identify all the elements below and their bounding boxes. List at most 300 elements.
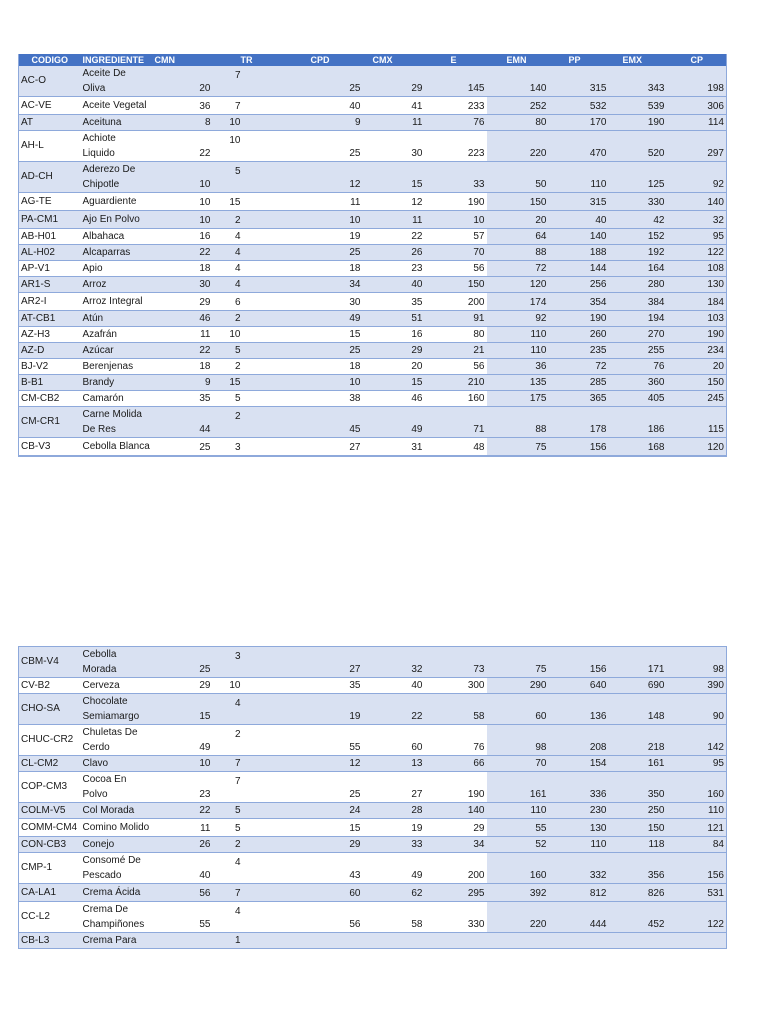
table-row: [19, 115, 727, 131]
cell-ingrediente: Arroz: [81, 277, 153, 293]
cell-ingrediente: Aceite Vegetal: [81, 97, 153, 115]
cell-tr: 5: [213, 343, 301, 359]
cell-cp: 115: [667, 407, 727, 438]
cell-codigo: CM-CB2: [19, 391, 81, 407]
cell-cpd: [301, 933, 363, 949]
cell-ingrediente: Conejo: [81, 837, 153, 853]
cell-cmx: 23: [363, 261, 425, 277]
cell-cmx: 22: [363, 229, 425, 245]
cell-ingrediente: Berenjenas: [81, 359, 153, 375]
table-row: [19, 884, 727, 902]
cell-pp: 188: [549, 245, 609, 261]
cell-ingrediente: Comino Molido: [81, 819, 153, 837]
cell-codigo: AT-CB1: [19, 311, 81, 327]
table-row: [19, 407, 727, 438]
cell-emx: 42: [609, 211, 667, 229]
cell-e: 300: [425, 678, 487, 694]
cell-ingrediente: Chuletas De Cerdo: [81, 725, 153, 756]
cell-ingrediente: Arroz Integral: [81, 293, 153, 311]
cell-cp: 142: [667, 725, 727, 756]
cell-emn: 98: [487, 725, 549, 756]
cell-tr: 4: [213, 902, 301, 933]
cell-e: 21: [425, 343, 487, 359]
cell-cmx: 35: [363, 293, 425, 311]
col-header-emn: EMN: [487, 54, 549, 66]
cell-e: 70: [425, 245, 487, 261]
cell-emn: 60: [487, 694, 549, 725]
table-row: [19, 438, 727, 457]
table-row: [19, 162, 727, 193]
cell-pp: [549, 933, 609, 949]
cell-cmx: 33: [363, 837, 425, 853]
cell-cmx: 32: [363, 647, 425, 678]
cell-codigo: CHUC-CR2: [19, 725, 81, 756]
cell-tr: 10: [213, 115, 301, 131]
cell-codigo: CC-L2: [19, 902, 81, 933]
cell-cp: 160: [667, 772, 727, 803]
cell-cpd: 15: [301, 819, 363, 837]
cell-cpd: 19: [301, 229, 363, 245]
cell-tr: 4: [213, 261, 301, 277]
cell-cmn: 44: [153, 407, 213, 438]
cell-cp: 245: [667, 391, 727, 407]
cell-tr: 10: [213, 327, 301, 343]
cell-ingrediente: Crema Para: [81, 933, 153, 949]
cell-cmn: 49: [153, 725, 213, 756]
cell-e: 48: [425, 438, 487, 457]
cell-emn: 92: [487, 311, 549, 327]
cell-emn: 220: [487, 902, 549, 933]
cell-cp: 130: [667, 277, 727, 293]
cell-cmx: 22: [363, 694, 425, 725]
ingredients-table-2: [18, 646, 727, 949]
cell-cpd: 40: [301, 97, 363, 115]
table-row: [19, 694, 727, 725]
cell-tr: 10: [213, 131, 301, 162]
cell-cmn: 22: [153, 343, 213, 359]
cell-cmx: 26: [363, 245, 425, 261]
cell-cmn: 22: [153, 803, 213, 819]
cell-tr: 4: [213, 229, 301, 245]
cell-ingrediente: Camarón: [81, 391, 153, 407]
cell-ingrediente: Cerveza: [81, 678, 153, 694]
cell-emn: 150: [487, 193, 549, 211]
cell-cpd: 25: [301, 131, 363, 162]
cell-cp: 90: [667, 694, 727, 725]
cell-cp: 84: [667, 837, 727, 853]
table-row: [19, 311, 727, 327]
cell-emx: 539: [609, 97, 667, 115]
col-header-ingrediente: INGREDIENTE: [81, 54, 153, 66]
cell-tr: 15: [213, 375, 301, 391]
cell-cmx: 16: [363, 327, 425, 343]
table-row: [19, 245, 727, 261]
cell-codigo: B-B1: [19, 375, 81, 391]
cell-cmn: 29: [153, 678, 213, 694]
cell-emn: 175: [487, 391, 549, 407]
cell-codigo: CBM-V4: [19, 647, 81, 678]
cell-cmx: 20: [363, 359, 425, 375]
cell-codigo: BJ-V2: [19, 359, 81, 375]
cell-pp: 130: [549, 819, 609, 837]
cell-emn: 50: [487, 162, 549, 193]
cell-emx: 192: [609, 245, 667, 261]
cell-codigo: CV-B2: [19, 678, 81, 694]
cell-cmn: 10: [153, 211, 213, 229]
cell-cmx: 41: [363, 97, 425, 115]
cell-codigo: CB-V3: [19, 438, 81, 457]
table-row: [19, 853, 727, 884]
cell-emx: 148: [609, 694, 667, 725]
col-header-pp: PP: [549, 54, 609, 66]
cell-ingrediente: Crema De Champiñones: [81, 902, 153, 933]
cell-cmx: 31: [363, 438, 425, 457]
cell-tr: 2: [213, 837, 301, 853]
cell-cpd: 45: [301, 407, 363, 438]
cell-ingrediente: Aceituna: [81, 115, 153, 131]
cell-cpd: 10: [301, 375, 363, 391]
cell-tr: 7: [213, 884, 301, 902]
table-row: [19, 327, 727, 343]
cell-cmn: 11: [153, 819, 213, 837]
table-row: [19, 803, 727, 819]
cell-pp: 72: [549, 359, 609, 375]
cell-cmn: 18: [153, 261, 213, 277]
cell-ingrediente: Aceite De Oliva: [81, 66, 153, 97]
table-row: [19, 933, 727, 949]
cell-ingrediente: Azafrán: [81, 327, 153, 343]
cell-cmx: 40: [363, 277, 425, 293]
cell-cp: 198: [667, 66, 727, 97]
cell-emn: [487, 933, 549, 949]
cell-emn: 290: [487, 678, 549, 694]
cell-emx: 330: [609, 193, 667, 211]
cell-emx: 152: [609, 229, 667, 245]
cell-emx: 826: [609, 884, 667, 902]
cell-cpd: 24: [301, 803, 363, 819]
cell-codigo: CM-CR1: [19, 407, 81, 438]
col-header-tr: TR: [213, 54, 301, 66]
cell-emn: 88: [487, 407, 549, 438]
cell-pp: 110: [549, 837, 609, 853]
cell-ingrediente: Clavo: [81, 756, 153, 772]
cell-cp: 114: [667, 115, 727, 131]
cell-codigo: AG-TE: [19, 193, 81, 211]
table-body-2: [19, 647, 727, 949]
cell-tr: 3: [213, 438, 301, 457]
cell-cp: 234: [667, 343, 727, 359]
cell-codigo: COMM-CM4: [19, 819, 81, 837]
cell-pp: 190: [549, 311, 609, 327]
cell-tr: 2: [213, 211, 301, 229]
table-row: [19, 756, 727, 772]
table-row: [19, 229, 727, 245]
cell-emn: 120: [487, 277, 549, 293]
cell-cmx: 12: [363, 193, 425, 211]
cell-pp: 110: [549, 162, 609, 193]
cell-cmn: 20: [153, 66, 213, 97]
cell-codigo: AR1-S: [19, 277, 81, 293]
cell-codigo: COLM-V5: [19, 803, 81, 819]
table-row: [19, 66, 727, 97]
cell-cmn: 25: [153, 647, 213, 678]
cell-cpd: 25: [301, 772, 363, 803]
cell-cp: 184: [667, 293, 727, 311]
cell-emn: 220: [487, 131, 549, 162]
cell-ingrediente: Carne Molida De Res: [81, 407, 153, 438]
table-row: [19, 678, 727, 694]
cell-e: 58: [425, 694, 487, 725]
cell-e: 91: [425, 311, 487, 327]
cell-cmx: 28: [363, 803, 425, 819]
cell-codigo: AL-H02: [19, 245, 81, 261]
cell-cp: 95: [667, 229, 727, 245]
cell-ingrediente: Brandy: [81, 375, 153, 391]
cell-e: 150: [425, 277, 487, 293]
cell-cp: 150: [667, 375, 727, 391]
cell-cmx: 30: [363, 131, 425, 162]
col-header-cmx: CMX: [363, 54, 425, 66]
cell-codigo: AT: [19, 115, 81, 131]
cell-pp: 256: [549, 277, 609, 293]
cell-cmx: 15: [363, 162, 425, 193]
cell-tr: 7: [213, 97, 301, 115]
table-body-1: [19, 66, 727, 456]
cell-codigo: AB-H01: [19, 229, 81, 245]
cell-cmx: 11: [363, 115, 425, 131]
cell-e: [425, 933, 487, 949]
cell-emn: 36: [487, 359, 549, 375]
cell-codigo: COP-CM3: [19, 772, 81, 803]
cell-emn: 75: [487, 647, 549, 678]
cell-e: 76: [425, 115, 487, 131]
cell-ingrediente: Azúcar: [81, 343, 153, 359]
cell-emx: 161: [609, 756, 667, 772]
cell-e: 76: [425, 725, 487, 756]
cell-ingrediente: Atún: [81, 311, 153, 327]
cell-ingrediente: Albahaca: [81, 229, 153, 245]
cell-emn: 252: [487, 97, 549, 115]
cell-cmn: 36: [153, 97, 213, 115]
cell-e: 73: [425, 647, 487, 678]
cell-cp: 110: [667, 803, 727, 819]
cell-e: 80: [425, 327, 487, 343]
cell-cmx: 51: [363, 311, 425, 327]
cell-cmx: 62: [363, 884, 425, 902]
cell-tr: 5: [213, 162, 301, 193]
cell-emn: 64: [487, 229, 549, 245]
cell-cmn: 22: [153, 245, 213, 261]
cell-cpd: 60: [301, 884, 363, 902]
cell-emn: 110: [487, 343, 549, 359]
cell-emx: [609, 933, 667, 949]
cell-tr: 4: [213, 277, 301, 293]
cell-ingrediente: Cebolla Blanca: [81, 438, 153, 457]
cell-cmn: [153, 933, 213, 949]
cell-pp: 235: [549, 343, 609, 359]
cell-cpd: 43: [301, 853, 363, 884]
cell-codigo: AP-V1: [19, 261, 81, 277]
cell-cmx: 58: [363, 902, 425, 933]
cell-cp: [667, 933, 727, 949]
cell-e: 200: [425, 853, 487, 884]
cell-tr: 7: [213, 772, 301, 803]
cell-e: 29: [425, 819, 487, 837]
cell-e: 330: [425, 902, 487, 933]
cell-cp: 390: [667, 678, 727, 694]
cell-cmx: 46: [363, 391, 425, 407]
cell-cp: 156: [667, 853, 727, 884]
cell-emn: 72: [487, 261, 549, 277]
cell-pp: 315: [549, 66, 609, 97]
cell-cp: 92: [667, 162, 727, 193]
cell-tr: 2: [213, 311, 301, 327]
cell-cpd: 38: [301, 391, 363, 407]
cell-emx: 194: [609, 311, 667, 327]
table-row: [19, 131, 727, 162]
cell-pp: 170: [549, 115, 609, 131]
cell-pp: 444: [549, 902, 609, 933]
cell-ingrediente: Aderezo De Chipotle: [81, 162, 153, 193]
cell-cmx: 29: [363, 66, 425, 97]
cell-emx: 270: [609, 327, 667, 343]
cell-cmn: 35: [153, 391, 213, 407]
cell-cp: 297: [667, 131, 727, 162]
cell-emn: 135: [487, 375, 549, 391]
cell-cpd: 10: [301, 211, 363, 229]
cell-cpd: 12: [301, 162, 363, 193]
cell-cmn: 25: [153, 438, 213, 457]
cell-codigo: AZ-H3: [19, 327, 81, 343]
cell-cpd: 18: [301, 359, 363, 375]
cell-pp: 230: [549, 803, 609, 819]
table-row: [19, 902, 727, 933]
cell-emx: 150: [609, 819, 667, 837]
cell-e: 10: [425, 211, 487, 229]
cell-pp: 332: [549, 853, 609, 884]
table-row: [19, 647, 727, 678]
cell-pp: 208: [549, 725, 609, 756]
cell-e: 190: [425, 772, 487, 803]
table-row: [19, 837, 727, 853]
cell-e: 145: [425, 66, 487, 97]
cell-cmx: 49: [363, 407, 425, 438]
cell-cpd: 27: [301, 438, 363, 457]
cell-tr: 4: [213, 853, 301, 884]
cell-cp: 140: [667, 193, 727, 211]
cell-emx: 118: [609, 837, 667, 853]
cell-cmn: 16: [153, 229, 213, 245]
cell-cmn: 11: [153, 327, 213, 343]
cell-emn: 75: [487, 438, 549, 457]
cell-cpd: 27: [301, 647, 363, 678]
cell-emx: 520: [609, 131, 667, 162]
cell-emn: 55: [487, 819, 549, 837]
cell-pp: 315: [549, 193, 609, 211]
cell-cmx: 60: [363, 725, 425, 756]
cell-e: 223: [425, 131, 487, 162]
col-header-cpd: CPD: [301, 54, 363, 66]
cell-pp: 640: [549, 678, 609, 694]
col-header-e: E: [425, 54, 487, 66]
table-row: [19, 211, 727, 229]
cell-e: 140: [425, 803, 487, 819]
cell-cmn: 10: [153, 756, 213, 772]
cell-cmn: 10: [153, 162, 213, 193]
cell-emn: 140: [487, 66, 549, 97]
cell-tr: 4: [213, 694, 301, 725]
col-header-codigo: CODIGO: [19, 54, 81, 66]
cell-emn: 52: [487, 837, 549, 853]
cell-e: 34: [425, 837, 487, 853]
cell-pp: 144: [549, 261, 609, 277]
cell-ingrediente: Col Morada: [81, 803, 153, 819]
cell-cpd: 18: [301, 261, 363, 277]
cell-cp: 306: [667, 97, 727, 115]
table-row: [19, 391, 727, 407]
cell-cmn: 8: [153, 115, 213, 131]
cell-pp: 40: [549, 211, 609, 229]
cell-cp: 122: [667, 902, 727, 933]
cell-cpd: 34: [301, 277, 363, 293]
cell-emx: 343: [609, 66, 667, 97]
cell-cpd: 12: [301, 756, 363, 772]
table-row: [19, 261, 727, 277]
cell-cmn: 15: [153, 694, 213, 725]
cell-ingrediente: Ajo En Polvo: [81, 211, 153, 229]
cell-cpd: 49: [301, 311, 363, 327]
cell-tr: 3: [213, 647, 301, 678]
cell-ingrediente: Aguardiente: [81, 193, 153, 211]
table-row: [19, 772, 727, 803]
cell-tr: 7: [213, 66, 301, 97]
cell-cpd: 9: [301, 115, 363, 131]
cell-cp: 32: [667, 211, 727, 229]
cell-pp: 156: [549, 647, 609, 678]
cell-codigo: CMP-1: [19, 853, 81, 884]
cell-tr: 4: [213, 245, 301, 261]
cell-cpd: 30: [301, 293, 363, 311]
cell-codigo: AC-VE: [19, 97, 81, 115]
cell-cp: 103: [667, 311, 727, 327]
cell-cpd: 15: [301, 327, 363, 343]
cell-emx: 356: [609, 853, 667, 884]
cell-codigo: AH-L: [19, 131, 81, 162]
cell-cpd: 29: [301, 837, 363, 853]
cell-emx: 250: [609, 803, 667, 819]
cell-cpd: 19: [301, 694, 363, 725]
table-row: [19, 819, 727, 837]
cell-emn: 392: [487, 884, 549, 902]
cell-codigo: AZ-D: [19, 343, 81, 359]
cell-cp: 120: [667, 438, 727, 457]
cell-cp: 20: [667, 359, 727, 375]
cell-codigo: CB-L3: [19, 933, 81, 949]
cell-codigo: AD-CH: [19, 162, 81, 193]
cell-ingrediente: Cebolla Morada: [81, 647, 153, 678]
cell-cmn: 55: [153, 902, 213, 933]
cell-tr: 6: [213, 293, 301, 311]
cell-emx: 384: [609, 293, 667, 311]
cell-emx: 186: [609, 407, 667, 438]
cell-tr: 2: [213, 359, 301, 375]
cell-tr: 1: [213, 933, 301, 949]
cell-pp: 156: [549, 438, 609, 457]
cell-emn: 110: [487, 803, 549, 819]
cell-cmn: 56: [153, 884, 213, 902]
cell-cpd: 56: [301, 902, 363, 933]
cell-cmn: 30: [153, 277, 213, 293]
